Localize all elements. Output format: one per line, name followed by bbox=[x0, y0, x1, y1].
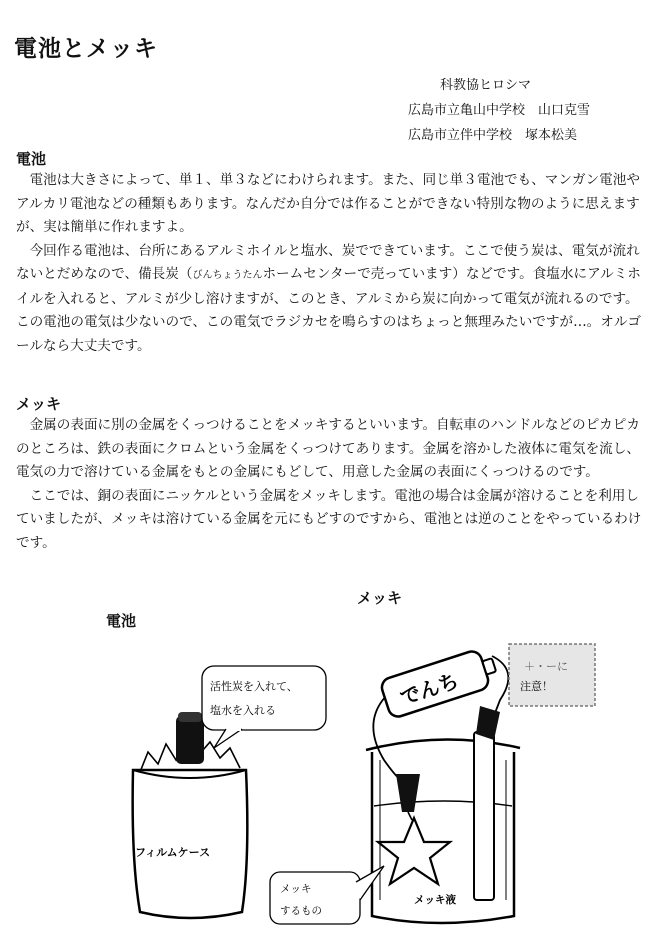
plating-paragraph-1: 金属の表面に別の金属をくっつけることをメッキするといいます。自転車のハンドルなどのピカピカのところは、鉄の表面にクロムという金属をくっつけてあります。金属を溶かした液体に電気を流し、電気の力で溶けている金属をもとの金属にもどして、用意した金属の表面にくっつけるのです。 bbox=[16, 417, 640, 480]
battery-figure-label: 電池 bbox=[106, 612, 137, 630]
beaker-rim bbox=[366, 739, 520, 750]
caution-line-1: ＋・ーに bbox=[524, 660, 568, 673]
plating-figure-label: メッキ bbox=[357, 589, 403, 607]
plating-heading: メッキ bbox=[16, 395, 62, 413]
battery-label: でんち bbox=[397, 668, 462, 710]
plating-paragraph-2: ここでは、銅の表面にニッケルという金属をメッキします。電池の場合は金属が溶けることを利用していましたが、メッキは溶けている金属を元にもどすのですから、電池とは逆のことをやっているわけです。 bbox=[16, 487, 642, 551]
caution-line-2: 注意！ bbox=[520, 680, 553, 693]
plating-liquid-label: メッキ液 bbox=[414, 894, 456, 906]
film-case-illustration bbox=[133, 712, 248, 918]
plated-object-bubble bbox=[270, 866, 384, 924]
page-title: 電池とメッキ bbox=[14, 36, 158, 62]
affiliation-school-1: 広島市立亀山中学校 山口克雪 bbox=[408, 103, 591, 118]
nickel-strip bbox=[474, 732, 494, 900]
charcoal-instruction-bubble bbox=[202, 666, 326, 748]
object-bubble-line-2: するもの bbox=[280, 905, 322, 917]
charcoal-stick bbox=[176, 716, 204, 764]
film-case-body bbox=[133, 770, 248, 918]
battery-heading: 電池 bbox=[16, 150, 47, 168]
charcoal-bubble-line-2: 塩水を入れる bbox=[210, 704, 276, 717]
charcoal-bubble-line-1: 活性炭を入れて、 bbox=[210, 680, 298, 693]
battery-paragraph-2-b: ホームセンターで売っています）などです。食塩水にアルミホイルを入れると、アルミが少し溶けますが、このとき、アルミから炭に向かって電気が流れるのです。この電池の電気は少ないので、この電気でラジカセを鳴らすのはちょっと無理みたいですが…。オルゴールなら大丈夫です。 bbox=[16, 266, 642, 354]
clip-positive bbox=[476, 706, 500, 740]
binchotan-reading: びんちょうたん bbox=[192, 270, 263, 281]
battery-paragraph-2-a: 今回作る電池は、台所にあるアルミホイルと塩水、炭でできています。ここで使う炭は、電気が流れないとだめなので、備長炭（ bbox=[16, 242, 640, 282]
film-case-label: フィルムケース bbox=[135, 846, 211, 859]
affiliation-group: 科教協ヒロシマ bbox=[440, 78, 532, 93]
battery-paragraph-1: 電池は大きさによって、単１、単３などにわけられます。また、同じ単３電池でも、マンガン電池やアルカリ電池などの種類もあります。なんだか自分では作ることができない特別な物のように思えますが、実は簡単に作れますよ。 bbox=[16, 172, 640, 235]
object-bubble-line-1: メッキ bbox=[280, 883, 312, 895]
affiliation-school-2: 広島市立伴中学校 塚本松美 bbox=[408, 128, 578, 143]
caution-note bbox=[509, 644, 595, 706]
